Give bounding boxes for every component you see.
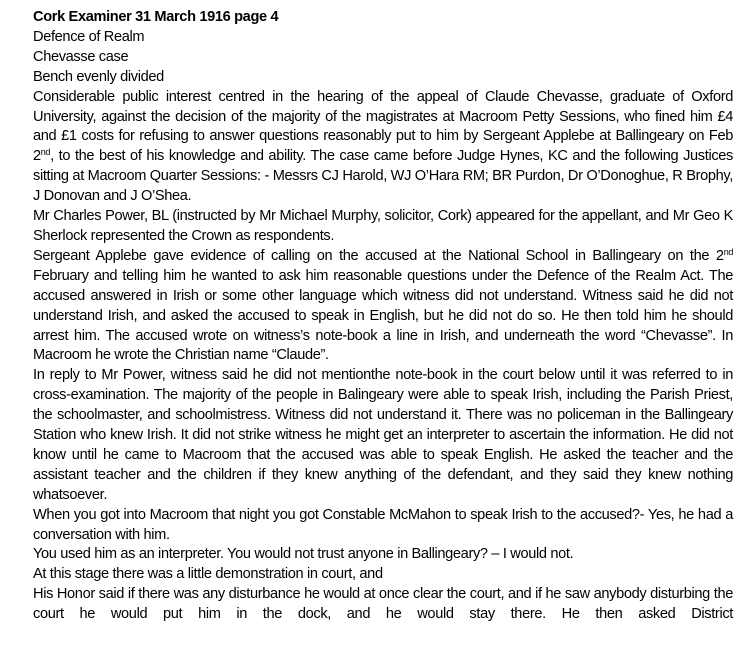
heading-3: Bench evenly divided <box>33 68 164 85</box>
heading-2: Chevasse case <box>33 48 129 65</box>
paragraph-counsel: Mr Charles Power, BL (instructed by Mr Michael Murphy, solicitor, Cork) appeared for the appellant, and Mr Geo K Sherlock represented the Crown as respondents. <box>33 208 733 244</box>
heading-1: Defence of Realm <box>33 28 145 45</box>
paragraph-intro <box>33 88 733 207</box>
ordinal-suffix: nd <box>40 147 51 158</box>
paragraph-demonstration: At this stage there was a little demonstration in court, and <box>33 566 383 583</box>
paragraph-evidence-text-b: February and telling him he wanted to ask him reasonable questions under the Defence of the Realm Act. The accused answered in Irish or some other language which witness did not understand. Witness said he did not understand Irish, and asked the accused to speak in English, but he did not do so. He then told him he should arrest him. The accused wrote on witness’s note-book a line in Irish, and underneath the word “Chevasse”. In Macroom he wrote the Christian name “Claude”. <box>33 267 733 364</box>
document-page <box>33 8 733 625</box>
paragraph-question-2: You used him as an interpreter. You would not trust anyone in Ballingeary? – I would not. <box>33 546 574 563</box>
paragraph-intro-text-a: Considerable public interest centred in the hearing of the appeal of Claude Chevasse, graduate of Oxford University, against the decision of the majority of the magistrates at Macroom Petty Sessions, who fined him £4 and £1 costs for refusing to answer questions reasonably put to him by Sergeant Applebe at Ballingeary on Feb 2 <box>33 88 733 165</box>
paragraph-his-honor: His Honor said if there was any disturbance he would at once clear the court, and if he saw anybody disturbing the court he would put him in the dock, and he would stay there. He then asked District <box>33 586 733 623</box>
document-title: Cork Examiner 31 March 1916 page 4 <box>33 9 279 25</box>
paragraph-evidence <box>33 247 733 366</box>
paragraph-cross-examination: In reply to Mr Power, witness said he did not mentionthe note-book in the court below until it was referred to in cross-examination. The majority of the people in Balingeary were able to speak Irish, including the Parish Priest, the schoolmaster, and schoolmistress. Witness did not understand it. There was no policeman in the Ballingeary Station who knew Irish. It did not strike witness he might get an interpreter to ascertain the information. He did not know until he came to Macroom that the accused was able to speak English. He asked the teacher and the assistant teacher and the children if they knew anything of the defendant, and they said they knew nothing whatsoever. <box>33 367 733 503</box>
ordinal-suffix: nd <box>723 246 733 257</box>
paragraph-evidence-text-a: Sergeant Applebe gave evidence of calling on the accused at the National School in Ballingeary on the 2 <box>33 247 724 264</box>
paragraph-question-1: When you got into Macroom that night you got Constable McMahon to speak Irish to the accused?- Yes, he had a conversation with him. <box>33 506 733 543</box>
paragraph-intro-text-b: , to the best of his knowledge and ability. The case came before Judge Hynes, KC and the following Justices sitting at Macroom Quarter Sessions: - Messrs CJ Harold, WJ O’Hara RM; BR Purdon, Dr O’Donoghue, R Brophy, J Donovan and J O’Shea. <box>33 148 733 205</box>
